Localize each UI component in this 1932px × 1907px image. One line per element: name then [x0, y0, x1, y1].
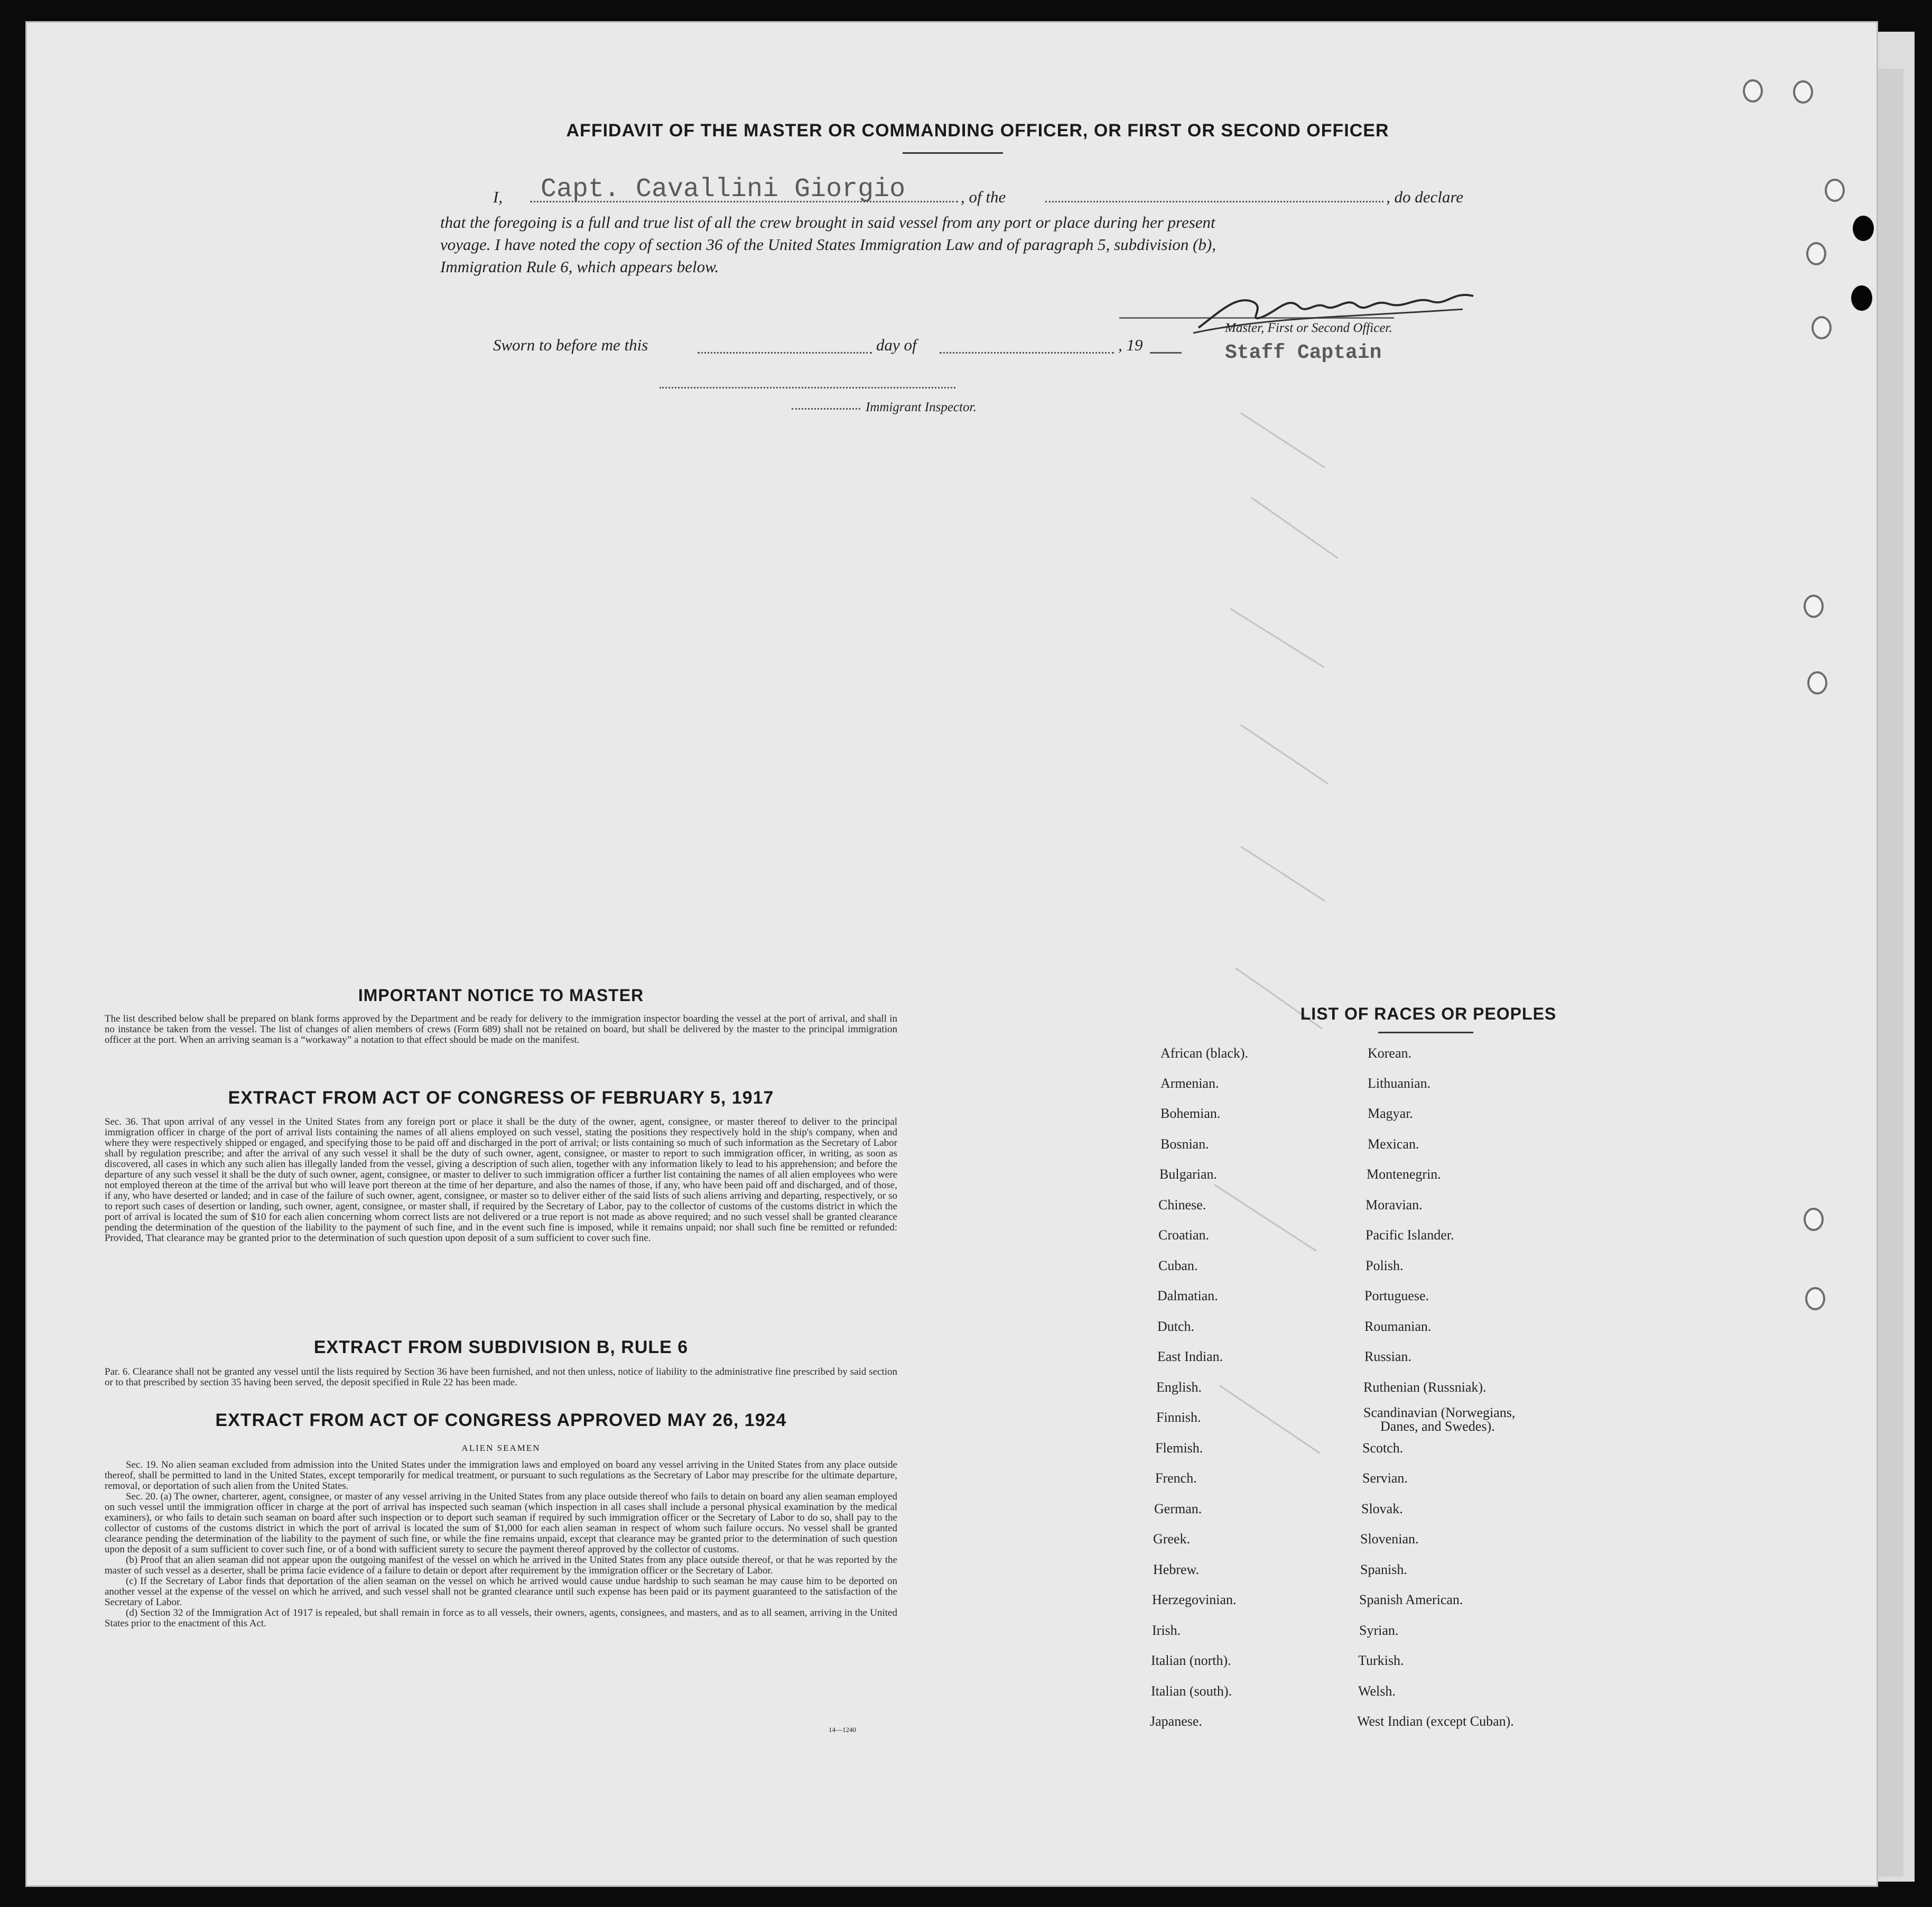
binder-hole-icon [1804, 1208, 1824, 1231]
notice-title: IMPORTANT NOTICE TO MASTER [358, 986, 644, 1005]
race-item: Welsh. [1358, 1683, 1396, 1699]
binder-hole-icon [1793, 80, 1813, 104]
binder-hole-icon [1807, 671, 1827, 695]
signature-caption: Master, First or Second Officer. [1225, 321, 1392, 335]
race-item: Mexican. [1368, 1136, 1419, 1152]
race-item: Japanese. [1150, 1714, 1202, 1729]
race-item: Syrian. [1359, 1623, 1399, 1638]
declaration-line-4: Immigration Rule 6, which appears below. [440, 257, 719, 276]
subdivision-b-title: EXTRACT FROM SUBDIVISION B, RULE 6 [313, 1337, 689, 1357]
extract-1917-title: EXTRACT FROM ACT OF CONGRESS OF FEBRUARY 5, 1917 [228, 1088, 774, 1108]
subdivision-b-text: Par. 6. Clearance shall not be granted any vessel until the lists required by Section 36 have been furnished, and not then unless, notice of liability to the administrative fine prescribed by said section or to that prescribed by section 35 having been served, the deposit specified in Rule 22 has been made. [105, 1366, 897, 1388]
title-rule [903, 152, 1003, 154]
bleed-through-mark [1214, 1184, 1317, 1252]
sworn-day-line [698, 352, 872, 354]
race-item: Italian (south). [1151, 1683, 1232, 1699]
race-item: Scandinavian (Norwegians, [1363, 1405, 1516, 1420]
name-field-line [530, 201, 958, 202]
race-item: Pacific Islander. [1366, 1227, 1454, 1243]
notice-text: The list described below shall be prepared on blank forms approved by the Department and be ready for delivery to the immigration inspector boarding the vessel at the port of arrival, and shall in no instance be taken from the vessel. The list of changes of alien members of crews (Form 689) shall not be retained on board, but shall be delivered by the master to the principal immigration officer at the port. When an arriving seaman is a “workaway” a notation to that effect should be made on the manifest. [105, 1013, 897, 1045]
race-item: Dutch. [1157, 1319, 1195, 1334]
race-item: East Indian. [1157, 1349, 1223, 1364]
race-item: English. [1156, 1380, 1202, 1395]
race-item: Irish. [1152, 1623, 1181, 1638]
sworn-label: Sworn to before me this [493, 336, 648, 354]
race-item: Croatian. [1158, 1227, 1210, 1243]
binder-hole-icon [1804, 595, 1824, 618]
document-page [25, 21, 1878, 1887]
binder-hole-icon [1743, 79, 1763, 103]
race-item: Slovak. [1361, 1501, 1403, 1516]
sworn-month-line [940, 352, 1114, 354]
extract-1924-paragraph: (b) Proof that an alien seaman did not appear upon the outgoing manifest of the vessel on which he arrived in the United States from any place outside thereof, or that he was reported by the master of such vessel as a deserter, shall be prima facie evidence of a failure to detain or deport after requirement by the immigration officer or the Secretary of Labor. [105, 1554, 897, 1576]
race-item-continuation: Danes, and Swedes). [1380, 1419, 1495, 1434]
vessel-field-line [1045, 201, 1383, 202]
race-item: Bulgarian. [1159, 1167, 1218, 1182]
race-item: Armenian. [1160, 1076, 1219, 1091]
extract-1924-body [105, 1460, 897, 1629]
binder-blot-icon [1851, 285, 1872, 311]
race-item: Servian. [1362, 1470, 1408, 1486]
race-item: Spanish. [1360, 1562, 1407, 1577]
inspector-signature-line [660, 387, 955, 388]
race-item: French. [1155, 1470, 1197, 1486]
race-item: Finnish. [1156, 1410, 1201, 1425]
race-item: Moravian. [1366, 1197, 1423, 1212]
race-item: Italian (north). [1151, 1653, 1231, 1668]
affidavit-title: AFFIDAVIT OF THE MASTER OR COMMANDING OFFICER, OR FIRST OR SECOND OFFICER [566, 121, 1389, 141]
race-item: Turkish. [1358, 1653, 1404, 1668]
extract-1924-paragraph: (d) Section 32 of the Immigration Act of 1917 is repealed, but shall remain in force as to all vessels, their owners, agents, consignees, and masters, and as to all seamen, arriving in the United States prior to the enactment of this Act. [105, 1607, 897, 1629]
race-item: Dalmatian. [1157, 1288, 1218, 1303]
races-title-rule [1378, 1032, 1473, 1033]
race-item: Greek. [1153, 1531, 1191, 1547]
race-item: Herzegovinian. [1152, 1592, 1237, 1607]
race-item: Hebrew. [1153, 1562, 1200, 1577]
bleed-through-mark [1219, 1385, 1321, 1454]
binder-hole-icon [1825, 179, 1845, 202]
race-item: West Indian (except Cuban). [1357, 1714, 1514, 1729]
declaration-line-2: that the foregoing is a full and true list of all the crew brought in said vessel from any port or place during her present [440, 213, 1215, 232]
extract-1917-text: Sec. 36. That upon arrival of any vessel in the United States from any foreign port or place it shall be the duty of the owner, agent, consignee, or master thereof to deliver to the principal immigration officer in charge of the port of arrival lists containing the names of all aliens employed on such vessel, stating the positions they respectively hold in the ship's company, when and where they were respectively shipped or engaged, and specifying those to be paid off and discharged in the port of arrival; or lists containing so much of such information as the Secretary of Labor shall by regulation prescribe; and after the arrival of any such vessel it shall be the duty of such owner, agent, consignee, or master to report to such immigration officer, in writing, as soon as discovered, all cases in which any such alien has illegally landed from the vessel, giving a description of such alien, together with any information likely to lead to his apprehension; and before the departure of any such vessel it shall be the duty of such owner, agent, consignee, or master to deliver to such immigration officer a further list containing the names of all alien employees who were not employed thereon at the time of the arrival but who will leave port thereon at the time of her departure, and also the names of those, if any, who have been paid off and discharged, and of those, if any, who have deserted or landed; and in case of the failure of such owner, agent, consignee, or master so to deliver either of the said lists of such aliens arriving and departing, respectively, or so to report such cases of desertion or landing, such owner, agent, consignee, or master shall, if required by the Secretary of Labor, pay to the collector of customs of the customs district in which the port of arrival is located the sum of $10 for each alien concerning whom correct lists are not delivered or a true report is not made as above required; and no such vessel shall be granted clearance pending the determination of the question of the liability to the payment of such fine, and in the event such fine is imposed, while it remains unpaid; nor shall such fine be remitted or refunded: Provided, That clearance may be granted prior to the determination of such question upon deposit of a sum sufficient to cover such fine. [105, 1116, 897, 1244]
binder-hole-icon [1806, 242, 1826, 265]
binder-hole-icon [1812, 316, 1832, 339]
extract-1924-subtitle: ALIEN SEAMEN [461, 1443, 541, 1453]
race-item: Bohemian. [1160, 1106, 1221, 1121]
race-item: Montenegrin. [1367, 1167, 1441, 1182]
extract-1924-paragraph: (c) If the Secretary of Labor finds that deportation of the alien seaman on the vessel on which he arrived would cause undue hardship to such seaman he may cause him to be deported on another vessel at the expense of the vessel on which he arrived, and such vessel shall not be granted clearance until such expense has been paid or its payment guaranteed to the satisfaction of the Secretary of Labor. [105, 1576, 897, 1608]
race-item: Portuguese. [1364, 1288, 1429, 1303]
bleed-through-mark [1251, 497, 1339, 559]
race-item: Roumanian. [1364, 1319, 1432, 1334]
declaration-i-label: I, [493, 188, 503, 206]
binder-blot-icon [1853, 216, 1874, 241]
binder-hole-icon [1805, 1287, 1825, 1310]
race-item: Russian. [1364, 1349, 1411, 1364]
races-title: LIST OF RACES OR PEOPLES [1300, 1004, 1557, 1023]
extract-1924-paragraph: Sec. 20. (a) The owner, charterer, agent, consignee, or master of any vessel arriving in the United States from any place outside thereof who fails to detain on board any alien seaman employed on such vessel until the immigration officer in charge at the port of arrival has inspected such seaman (which inspection in all cases shall include a personal physical examination by the medical examiners), or who fails to detain such seaman on board after such inspection or to deport such seaman if required by such immigration officer or the Secretary of Labor to do so, shall pay to the collector of customs of the customs district in which the port of arrival is located the sum of $1,000 for each alien seaman in respect of whom such failure occurs. No vessel shall be granted clearance pending the determination of the liability to the payment of such fine, or while the fine remains unpaid, except that clearance may be granted prior to the determination of such question upon the deposit of a sum sufficient to cover such fine, or of a bond with sufficient surety to secure the payment thereof approved by the collector of customs. [105, 1491, 897, 1555]
race-item: Magyar. [1368, 1106, 1413, 1121]
sworn-year-prefix: , 19 [1118, 336, 1143, 354]
master-name-typed: Capt. Cavallini Giorgio [541, 174, 906, 205]
race-item: Ruthenian (Russniak). [1363, 1380, 1487, 1395]
race-item: Scotch. [1362, 1440, 1404, 1456]
race-item: Korean. [1368, 1045, 1412, 1061]
declaration-line-3: voyage. I have noted the copy of section 36 of the United States Immigration Law and of paragraph 5, subdivision (b), [440, 235, 1216, 254]
race-item: German. [1154, 1501, 1202, 1516]
race-item: Slovenian. [1360, 1531, 1419, 1547]
race-item: African (black). [1160, 1045, 1249, 1061]
sworn-day-of: day of [876, 336, 917, 354]
extract-1924-paragraph: Sec. 19. No alien seaman excluded from admission into the United States under the immigration laws and employed on board any vessel arriving in the United States from any place outside thereof, shall be permitted to land in the United States, except temporarily for medical treatment, or pursuant to such regulations as the Secretary of Labor may prescribe for the ultimate departure, removal, or deportation of such alien from the United States. [105, 1459, 897, 1492]
race-item: Lithuanian. [1368, 1076, 1431, 1091]
inspector-lead-line [792, 408, 860, 410]
bleed-through-mark [1240, 412, 1325, 468]
declaration-of-the: , of the [961, 188, 1006, 206]
declaration-do-declare: , do declare [1386, 188, 1464, 206]
race-item: Flemish. [1155, 1440, 1203, 1456]
race-item: Bosnian. [1160, 1136, 1209, 1152]
extract-1924-title: EXTRACT FROM ACT OF CONGRESS APPROVED MAY 26, 1924 [215, 1410, 787, 1430]
sworn-year-line [1150, 352, 1182, 354]
bleed-through-mark [1230, 608, 1325, 668]
inspector-caption: Immigrant Inspector. [866, 400, 977, 414]
bleed-through-mark [1240, 846, 1325, 902]
race-item: Spanish American. [1359, 1592, 1463, 1607]
staff-captain-stamp: Staff Captain [1225, 341, 1382, 364]
bleed-through-mark [1240, 724, 1329, 784]
form-number: 14—1240 [829, 1726, 856, 1734]
race-item: Polish. [1366, 1258, 1404, 1273]
race-item: Cuban. [1158, 1258, 1198, 1273]
race-item: Chinese. [1158, 1197, 1206, 1212]
